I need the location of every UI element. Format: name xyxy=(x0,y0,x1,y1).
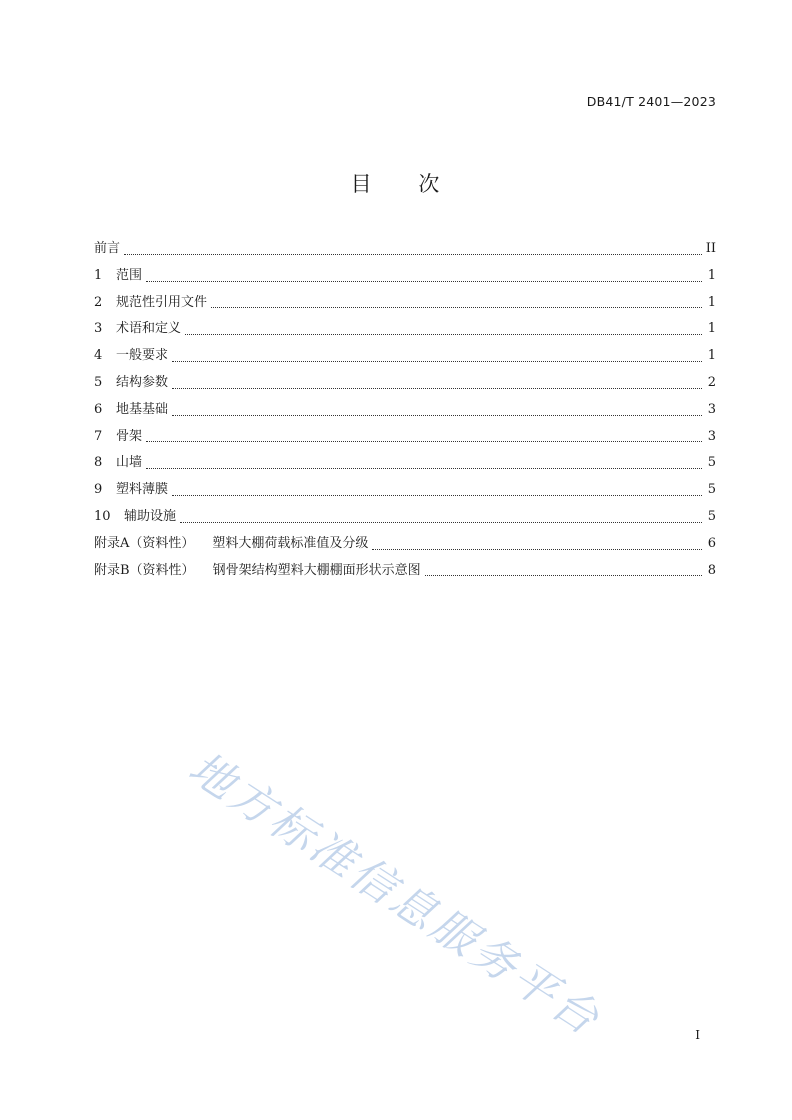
toc-entry-label: 规范性引用文件 xyxy=(116,294,208,310)
toc-entry-appendix-a[interactable] xyxy=(94,531,716,558)
toc-entry-page: 6 xyxy=(707,535,716,551)
toc-appendix-prefix: 附录A（资料性） xyxy=(94,535,195,551)
toc-entry-page: 8 xyxy=(707,562,716,578)
toc-entry-page: 2 xyxy=(707,374,716,390)
toc-leader-dots xyxy=(124,254,702,255)
toc-entry-2[interactable] xyxy=(94,290,716,317)
toc-leader-dots xyxy=(172,361,702,362)
toc-entry-number: 1 xyxy=(94,267,103,283)
toc-entry-9[interactable] xyxy=(94,477,716,504)
toc-entry-8[interactable] xyxy=(94,450,716,477)
toc-leader-dots xyxy=(146,441,702,442)
toc-entry-label: 塑料大棚荷载标准值及分级 xyxy=(212,535,369,551)
toc-entry-page: 5 xyxy=(707,508,716,524)
toc-entry-label: 骨架 xyxy=(116,428,143,444)
page-number: I xyxy=(695,1028,700,1042)
toc-leader-dots xyxy=(172,415,702,416)
toc-leader-dots xyxy=(185,334,702,335)
document-code: DB41/T 2401—2023 xyxy=(586,94,716,109)
toc-entry-page: 1 xyxy=(707,267,716,283)
toc-title: 目 次 xyxy=(350,172,442,196)
toc-entry-number: 3 xyxy=(94,321,103,337)
toc-entry-7[interactable] xyxy=(94,424,716,451)
toc-entry-page: 5 xyxy=(707,482,716,498)
toc-leader-dots xyxy=(425,575,702,576)
toc-entry-3[interactable] xyxy=(94,316,716,343)
toc-entry-number: 2 xyxy=(94,294,103,310)
toc-entry-10[interactable] xyxy=(94,504,716,531)
toc-leader-dots xyxy=(172,495,702,496)
toc-entry-number: 9 xyxy=(94,482,103,498)
toc-entry-page: 3 xyxy=(707,428,716,444)
toc-entry-label: 术语和定义 xyxy=(116,321,182,337)
toc-entry-label: 地基基础 xyxy=(116,401,169,417)
toc-entry-5[interactable] xyxy=(94,370,716,397)
toc-entry-number: 8 xyxy=(94,455,103,471)
toc-leader-dots xyxy=(372,549,702,550)
toc-entry-appendix-b[interactable] xyxy=(94,558,716,585)
toc-entry-page: 1 xyxy=(707,294,716,310)
toc-entry-label: 一般要求 xyxy=(116,348,169,364)
toc-entry-page: 3 xyxy=(707,401,716,417)
toc-leader-dots xyxy=(146,468,702,469)
toc-entry-label: 范围 xyxy=(116,267,143,283)
toc-entry-number: 6 xyxy=(94,401,103,417)
toc-entry-foreword[interactable] xyxy=(94,236,716,263)
toc-entry-1[interactable] xyxy=(94,263,716,290)
toc-entry-number: 7 xyxy=(94,428,103,444)
toc-entry-page: 1 xyxy=(707,321,716,337)
toc-entry-6[interactable] xyxy=(94,397,716,424)
toc-entry-4[interactable] xyxy=(94,343,716,370)
toc-leader-dots xyxy=(211,307,702,308)
toc-appendix-prefix: 附录B（资料性） xyxy=(94,562,195,578)
toc-entry-number: 5 xyxy=(94,374,103,390)
toc-entry-label: 钢骨架结构塑料大棚棚面形状示意图 xyxy=(212,562,421,578)
toc-entry-page: 1 xyxy=(707,348,716,364)
toc-entry-label: 辅助设施 xyxy=(124,508,177,524)
toc-entry-label: 山墙 xyxy=(116,455,143,471)
toc-leader-dots xyxy=(180,522,702,523)
toc-leader-dots xyxy=(172,388,702,389)
table-of-contents xyxy=(94,236,716,584)
toc-entry-page: 5 xyxy=(707,455,716,471)
toc-leader-dots xyxy=(146,281,702,282)
toc-entry-number: 4 xyxy=(94,348,103,364)
toc-entry-page: II xyxy=(705,241,716,256)
toc-entry-label: 前言 xyxy=(94,241,121,256)
watermark: 地方标准信息服务平台 xyxy=(179,742,610,1047)
toc-entry-label: 结构参数 xyxy=(116,374,169,390)
toc-entry-number: 10 xyxy=(94,508,111,524)
toc-entry-label: 塑料薄膜 xyxy=(116,482,169,498)
